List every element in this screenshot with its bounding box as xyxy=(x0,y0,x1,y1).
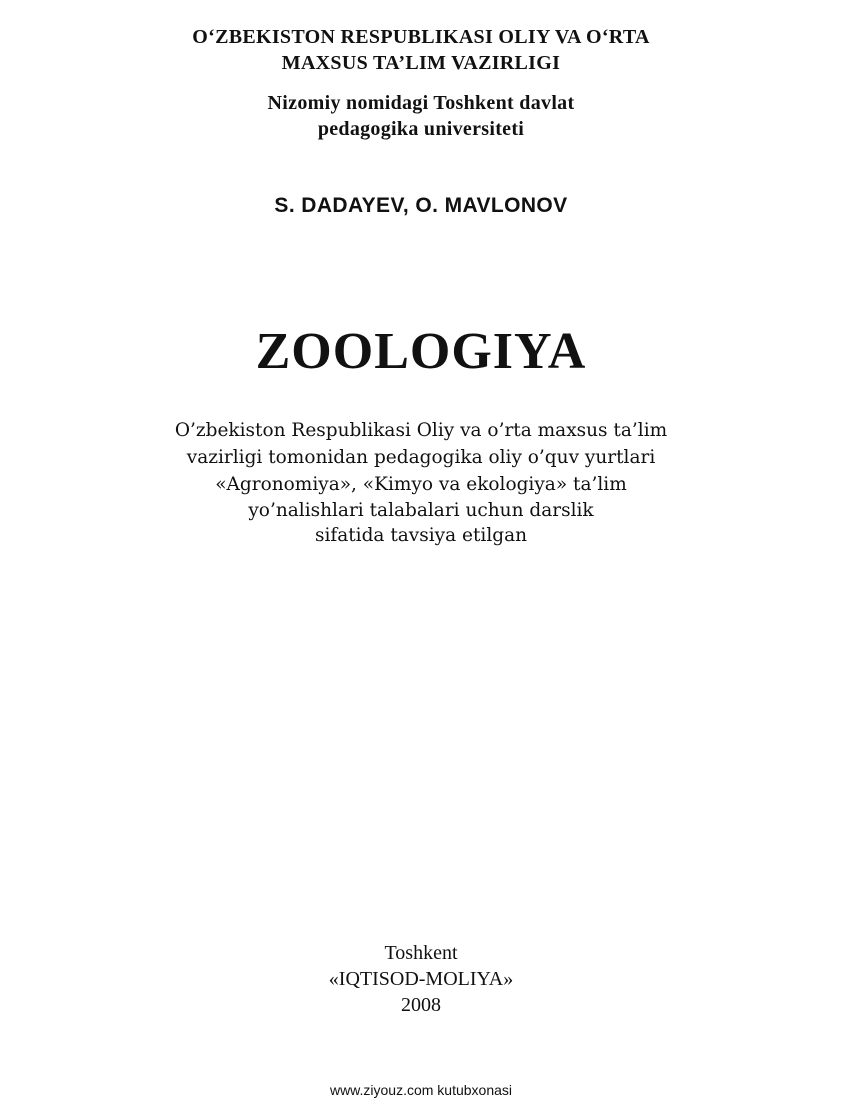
ministry-line-2: MAXSUS TA’LIM VAZIRLIGI xyxy=(281,52,561,74)
recommendation-line-3: «Agronomiya», «Kimyo va ekologiya» ta’lim xyxy=(215,474,627,495)
university-line-2: pedagogika universiteti xyxy=(317,118,525,140)
publication-year: 2008 xyxy=(401,994,441,1016)
ministry-line-1: O‘ZBEKISTON RESPUBLIKASI OLIY VA O‘RTA xyxy=(192,26,650,48)
authors: S. DADAYEV, O. MAVLONOV xyxy=(274,194,568,217)
recommendation-line-4: yo’nalishlari talabalari uchun darslik xyxy=(248,500,594,521)
book-title: ZOOLOGIYA xyxy=(255,323,587,380)
publisher-name: «IQTISOD-MOLIYA» xyxy=(328,968,514,990)
recommendation-line-2: vazirligi tomonidan pedagogika oliy o’quv yurtlari xyxy=(186,447,656,468)
university-line-1: Nizomiy nomidagi Toshkent davlat xyxy=(267,92,575,114)
recommendation-line-1: O’zbekiston Respublikasi Oliy va o’rta maxsus ta’lim xyxy=(174,420,668,441)
recommendation-line-5: sifatida tavsiya etilgan xyxy=(314,525,528,546)
publisher-city: Toshkent xyxy=(384,942,458,964)
footer-source: www.ziyouz.com kutubxonasi xyxy=(329,1082,513,1098)
